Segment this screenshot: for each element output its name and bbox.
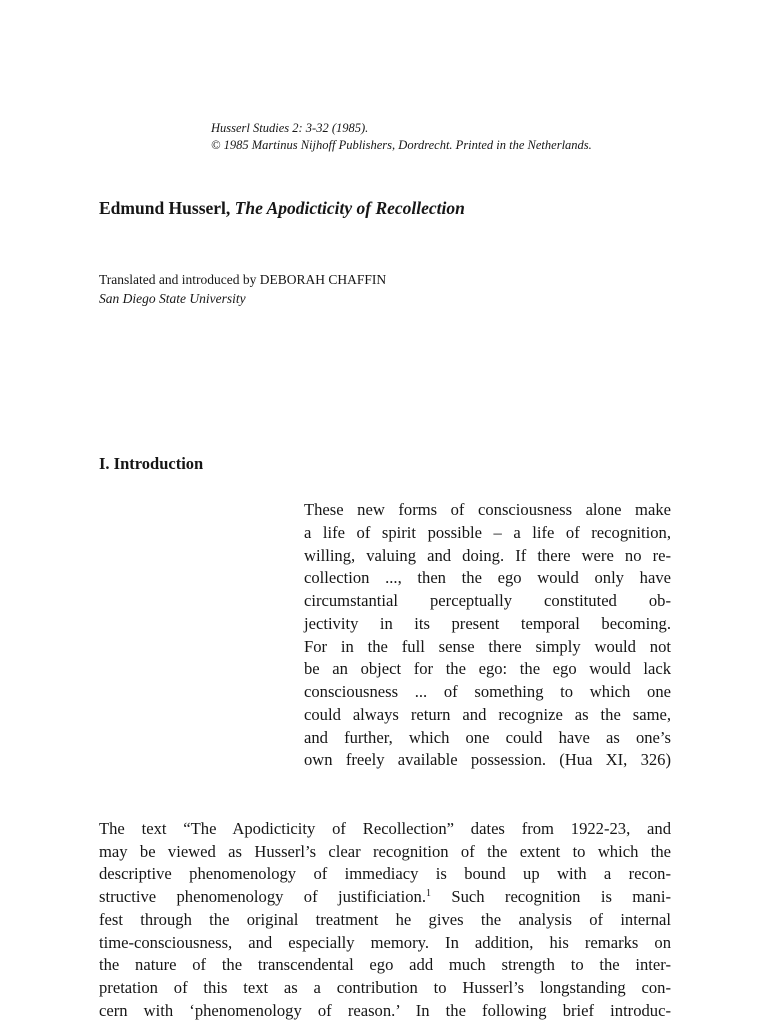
epigraph-line: and further, which one could have as one’s [304,727,671,747]
translator-block [99,270,386,308]
journal-citation: Husserl Studies 2: 3-32 (1985). [211,121,369,135]
body-line: fest through the original treatment he gives the analysis of internal [99,909,671,929]
section-heading: I. Introduction [99,454,204,473]
epigraph-line: circumstantial perceptually constituted ob- [304,591,671,610]
epigraph-line: For in the full sense there simply would not [304,636,671,656]
body-line: time-consciousness, and especially memory. In addition, his remarks on [99,932,671,952]
article-title-text: The Apodicticity of Recollection [234,198,465,218]
body-paragraph [99,818,671,1022]
epigraph-line: collection ..., then the ego would only have [304,568,671,588]
body-line: structive phenomenology of justificiation.$^1$ Such recognition is mani- [99,887,671,907]
epigraph-line: own freely available possession. (Hua XI, 326) [304,750,671,770]
body-line: The text “The Apodicticity of Recollection” dates from 1922-23, and [99,819,671,838]
translator-affiliation: San Diego State University [99,291,246,306]
translator-credit: Translated and introduced by DEBORAH CHAFFIN [99,272,387,287]
article-title [99,198,465,219]
body-line: the nature of the transcendental ego add much strength to the inter- [99,955,671,975]
epigraph-line: These new forms of consciousness alone make [304,500,671,519]
epigraph-quote [304,499,671,772]
body-line: pretation of this text as a contribution to Husserl’s longstanding con- [99,977,671,997]
body-line: may be viewed as Husserl’s clear recognition of the extent to which the [99,841,671,861]
body-line: cern with ‘phenomenology of reason.’ In the following brief introduc- [99,1000,671,1020]
footnote-ref[interactable]: 1 [426,888,431,900]
epigraph-line: willing, valuing and doing. If there were no re- [304,545,671,565]
epigraph-line: be an object for the ego: the ego would lack [304,659,671,679]
journal-header [211,120,592,154]
epigraph-line: a life of spirit possible – a life of recognition, [304,522,671,542]
body-line: descriptive phenomenology of immediacy is bound up with a recon- [99,864,671,884]
epigraph-line: jectivity in its present temporal becoming. [304,613,671,633]
copyright-notice: © 1985 Martinus Nijhoff Publishers, Dordrecht. Printed in the Netherlands. [211,138,592,152]
epigraph-line: could always return and recognize as the same, [304,704,671,724]
article-author: Edmund Husserl, [99,198,235,218]
epigraph-line: consciousness ... of something to which one [304,682,671,701]
